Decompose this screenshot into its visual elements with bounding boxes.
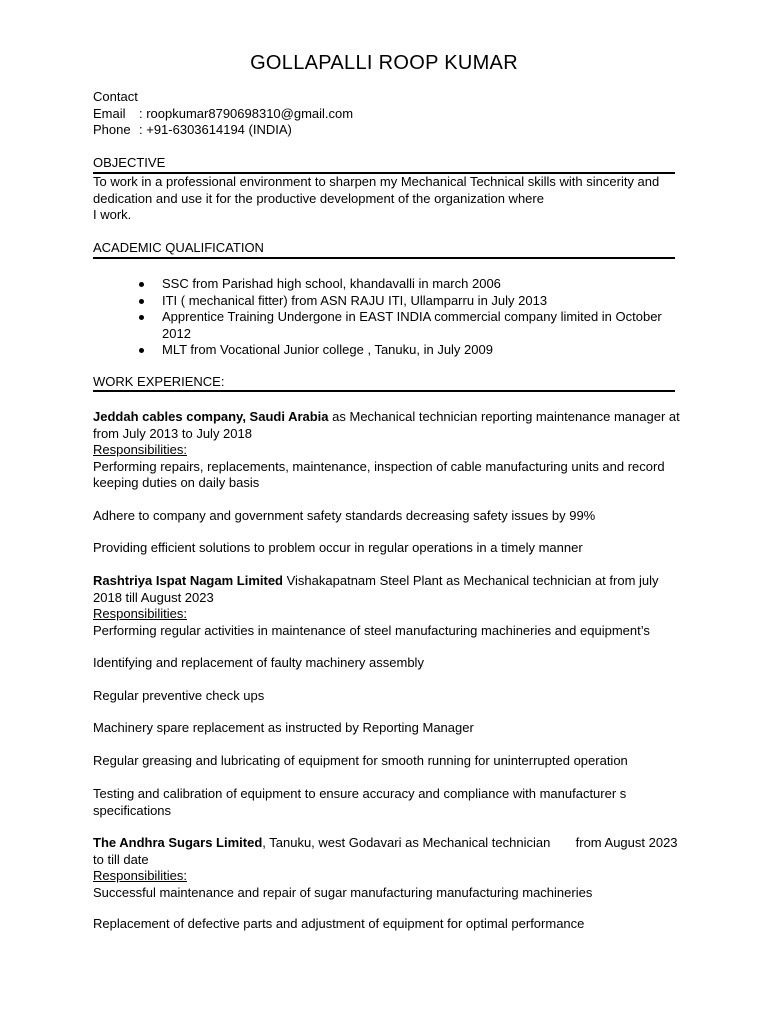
bullet-icon bbox=[139, 315, 144, 320]
bullet-icon bbox=[139, 348, 144, 353]
academic-list bbox=[93, 276, 675, 359]
job-entry bbox=[93, 573, 675, 639]
email-row bbox=[93, 106, 675, 123]
objective-line: To work in a professional environment to sharpen my Mechanical Technical skills with sincerity and bbox=[93, 174, 660, 189]
company-name: The Andhra Sugars Limited bbox=[93, 835, 263, 850]
job-description: , Tanuku, west Godavari as Mechanical technician from August 2023 bbox=[262, 835, 678, 850]
email-value: : roopkumar8790698310@gmail.com bbox=[139, 105, 354, 121]
email-label: Email bbox=[93, 105, 126, 121]
job-title-line bbox=[93, 409, 680, 426]
candidate-name: GOLLAPALLI ROOP KUMAR bbox=[250, 52, 518, 74]
phone-value: : +91-6303614194 (INDIA) bbox=[139, 122, 292, 137]
bullet-icon bbox=[139, 299, 144, 304]
job-dates: to till date bbox=[93, 851, 149, 867]
responsibility-item: Replacement of defective parts and adjustment of equipment for optimal performance bbox=[93, 916, 585, 931]
responsibility-item: Testing and calibration of equipment to ensure accuracy and compliance with manufacturer s specifications bbox=[93, 786, 627, 818]
job-dates: 2018 till August 2023 bbox=[93, 589, 214, 605]
responsibility-item: Machinery spare replacement as instructed by Reporting Manager bbox=[93, 720, 474, 735]
responsibilities-label: Responsibilities: bbox=[93, 868, 187, 883]
phone-label: Phone bbox=[93, 122, 131, 137]
company-name: Jeddah cables company, Saudi Arabia bbox=[93, 409, 329, 424]
academic-divider bbox=[93, 257, 675, 259]
responsibility-item: Providing efficient solutions to problem occur in regular operations in a timely manner bbox=[93, 540, 583, 555]
company-name: Rashtriya Ispat Nagam Limited bbox=[93, 573, 283, 588]
academic-item: ITI ( mechanical fitter) from ASN RAJU ITI, Ullamparru in July 2013 bbox=[93, 293, 675, 310]
phone-row bbox=[93, 122, 675, 139]
contact-section bbox=[93, 89, 675, 139]
responsibilities-label: Responsibilities: bbox=[93, 606, 187, 621]
objective-line: dedication and use it for the productive development of the organization where bbox=[93, 190, 544, 206]
job-dates: from July 2013 to July 2018 bbox=[93, 425, 252, 441]
objective-heading: OBJECTIVE bbox=[93, 155, 166, 170]
objective-line: I work. bbox=[93, 207, 132, 222]
contact-heading: Contact bbox=[93, 89, 138, 104]
responsibility-item: Identifying and replacement of faulty machinery assembly bbox=[93, 655, 424, 670]
academic-item: Apprentice Training Undergone in EAST INDIA commercial company limited in October 2012 bbox=[93, 309, 675, 342]
academic-item: MLT from Vocational Junior college , Tanuku, in July 2009 bbox=[93, 342, 675, 359]
academic-item: SSC from Parishad high school, khandavalli in march 2006 bbox=[93, 276, 675, 293]
job-title-line bbox=[93, 835, 678, 852]
responsibility-item: Regular preventive check ups bbox=[93, 688, 265, 703]
responsibility-item: keeping duties on daily basis bbox=[93, 475, 260, 490]
academic-heading: ACADEMIC QUALIFICATION bbox=[93, 240, 264, 255]
responsibility-item: Performing repairs, replacements, maintenance, inspection of cable manufacturing units and record bbox=[93, 458, 665, 474]
job-description: as Mechanical technician reporting maintenance manager at bbox=[328, 409, 680, 424]
responsibility-item: Regular greasing and lubricating of equipment for smooth running for uninterrupted operation bbox=[93, 753, 628, 768]
responsibility-item: Performing regular activities in maintenance of steel manufacturing machineries and equipment’s bbox=[93, 622, 650, 638]
work-heading: WORK EXPERIENCE: bbox=[93, 374, 225, 389]
responsibility-item: Adhere to company and government safety standards decreasing safety issues by 99% bbox=[93, 508, 596, 523]
job-description: Vishakapatnam Steel Plant as Mechanical technician at from july bbox=[283, 573, 659, 588]
job-entry bbox=[93, 409, 680, 492]
bullet-icon bbox=[139, 282, 144, 287]
responsibility-item: Successful maintenance and repair of sugar manufacturing manufacturing machineries bbox=[93, 884, 593, 900]
job-entry bbox=[93, 835, 678, 901]
job-title-line bbox=[93, 573, 675, 590]
responsibilities-label: Responsibilities: bbox=[93, 442, 187, 457]
work-divider bbox=[93, 390, 675, 392]
objective-text bbox=[93, 174, 675, 224]
